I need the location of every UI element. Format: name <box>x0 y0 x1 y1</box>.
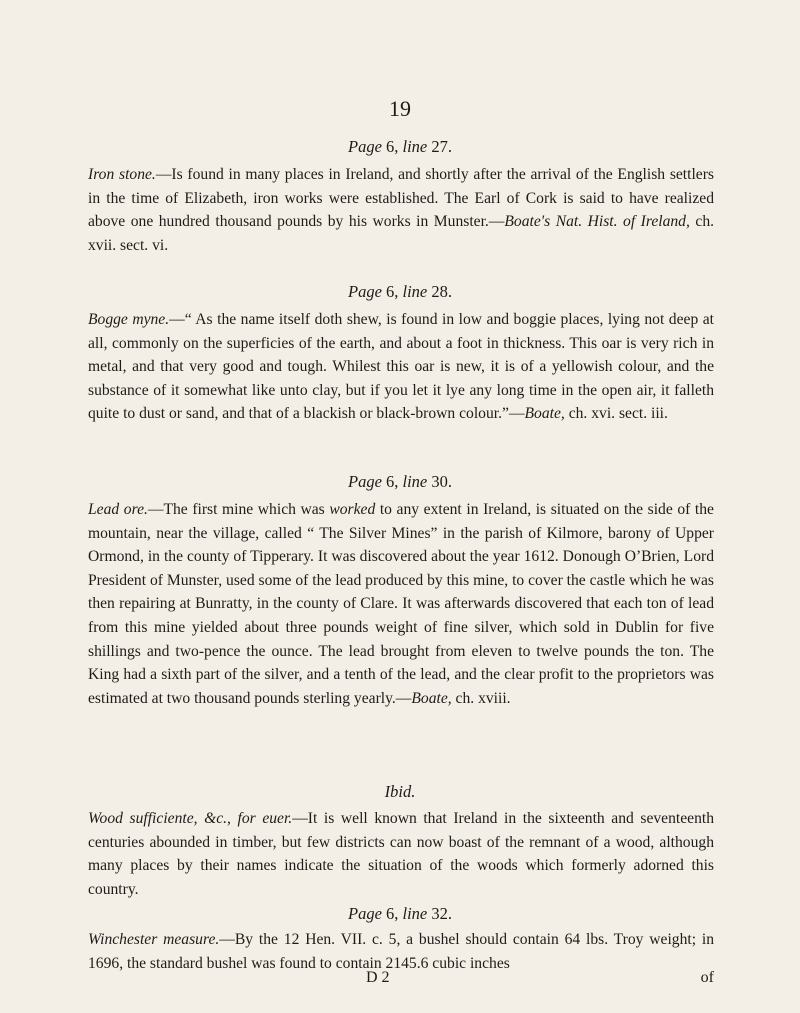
entry-body-continued: to any extent in Ireland, is situated on the side of the mountain, near the village, called “ The Silver Mines” in the parish of Kilmore, barony of Upper Ormond, in the county of Tipperary. It was discovered about the year 1612. Donough O’Brien, Lord President of Munster, used some of the lead produced by this mine, to cover the castle which he was then repairing at Bunratty, in the county of Clare. It was afterwards discovered that each ton of lead from this mine yielded about three pounds weight of fine silver, which sold in Dublin for five shillings and two-pence the ounce. The lead brought from eleven to twelve pounds the ton. The King had a sixth part of the silver, and a tenth of the lead, and the clear profit to the proprietors was estimated at two thousand pounds sterling yearly.— <box>88 501 714 707</box>
entry-title: Wood sufficiente, &c., for euer. <box>88 810 293 827</box>
entry-title: Lead ore. <box>88 501 148 518</box>
entry-title: Winchester measure. <box>88 931 220 948</box>
entry-citation-italic: Boate's Nat. Hist. of Ireland, <box>504 213 690 231</box>
catchword: of <box>700 969 714 986</box>
page-footer <box>88 966 714 990</box>
heading-line-num: 28. <box>431 282 453 301</box>
heading-line-word: line <box>402 472 428 491</box>
heading-line-word: line <box>402 137 428 156</box>
heading-line-num: 32. <box>431 904 453 923</box>
section-heading-ibid: Ibid. <box>384 782 416 801</box>
heading-page-num: 6, <box>386 137 399 156</box>
entry-citation: ch. xvii. sect. vi. <box>88 213 715 254</box>
section-heading-page-6-line-27 <box>0 136 800 158</box>
entry-body-italic: worked <box>329 501 376 518</box>
heading-line-num: 27. <box>431 137 453 156</box>
heading-page-num: 6, <box>386 904 399 923</box>
entry-citation-italic: Boate, <box>524 405 565 423</box>
heading-label: Page <box>347 472 382 491</box>
entry-title: Iron stone. <box>88 166 156 183</box>
heading-label: Page <box>347 137 382 156</box>
entry-title: Bogge myne. <box>88 311 170 328</box>
heading-page-num: 6, <box>386 472 399 491</box>
paragraph-wood-sufficiente <box>88 807 714 901</box>
entry-body: —The first mine which was <box>147 501 330 518</box>
entry-citation: ch. xviii. <box>451 689 511 707</box>
entry-body: —By the 12 Hen. VII. c. 5, a bushel should contain 64 lbs. Troy weight; in 1696, the standard bushel was found to contain 2145.6 cubic inches <box>88 931 715 972</box>
heading-line-word: line <box>402 904 428 923</box>
section-heading-page-6-line-30 <box>0 471 800 493</box>
heading-label: Page <box>347 282 382 301</box>
paragraph-bogge-myne <box>88 308 714 426</box>
section-heading-page-6-line-32 <box>0 903 800 925</box>
entry-body: —It is well known that Ireland in the sixteenth and seventeenth centuries abounded in timber, but few districts can now boast of the remnant of a wood, although many places by their names indicate the situation of the woods which formerly adorned this country. <box>88 810 714 898</box>
entry-citation: ch. xvi. sect. iii. <box>564 405 668 423</box>
heading-line-num: 30. <box>431 472 453 491</box>
paragraph-lead-ore <box>88 498 714 710</box>
page-number: 19 <box>389 96 411 121</box>
heading-page-num: 6, <box>386 282 399 301</box>
entry-body: —Is found in many places in Ireland, and shortly after the arrival of the English settlers in the time of Elizabeth, iron works were established. The Earl of Cork is said to have realized above one hundred thousand pounds by his works in Munster.— <box>88 166 714 231</box>
paragraph-iron-stone <box>88 163 714 257</box>
section-heading-page-6-line-28 <box>0 281 800 303</box>
entry-citation-italic: Boate, <box>411 689 452 707</box>
entry-body: —“ As the name itself doth shew, is found in low and boggie places, lying not deep at all, commonly on the superficies of the earth, and about a foot in thickness. This oar is very rich in metal, and that very good and tough. Whilest this oar is new, it is of a yellowish colour, and the substance of it somewhat like unto clay, but if you let it lye any long time in the open air, it falleth quite to dust or sand, and that of a blackish or black-brown colour.”— <box>88 311 714 423</box>
heading-line-word: line <box>402 282 428 301</box>
heading-label: Page <box>347 904 382 923</box>
signature-mark: D 2 <box>366 969 390 986</box>
